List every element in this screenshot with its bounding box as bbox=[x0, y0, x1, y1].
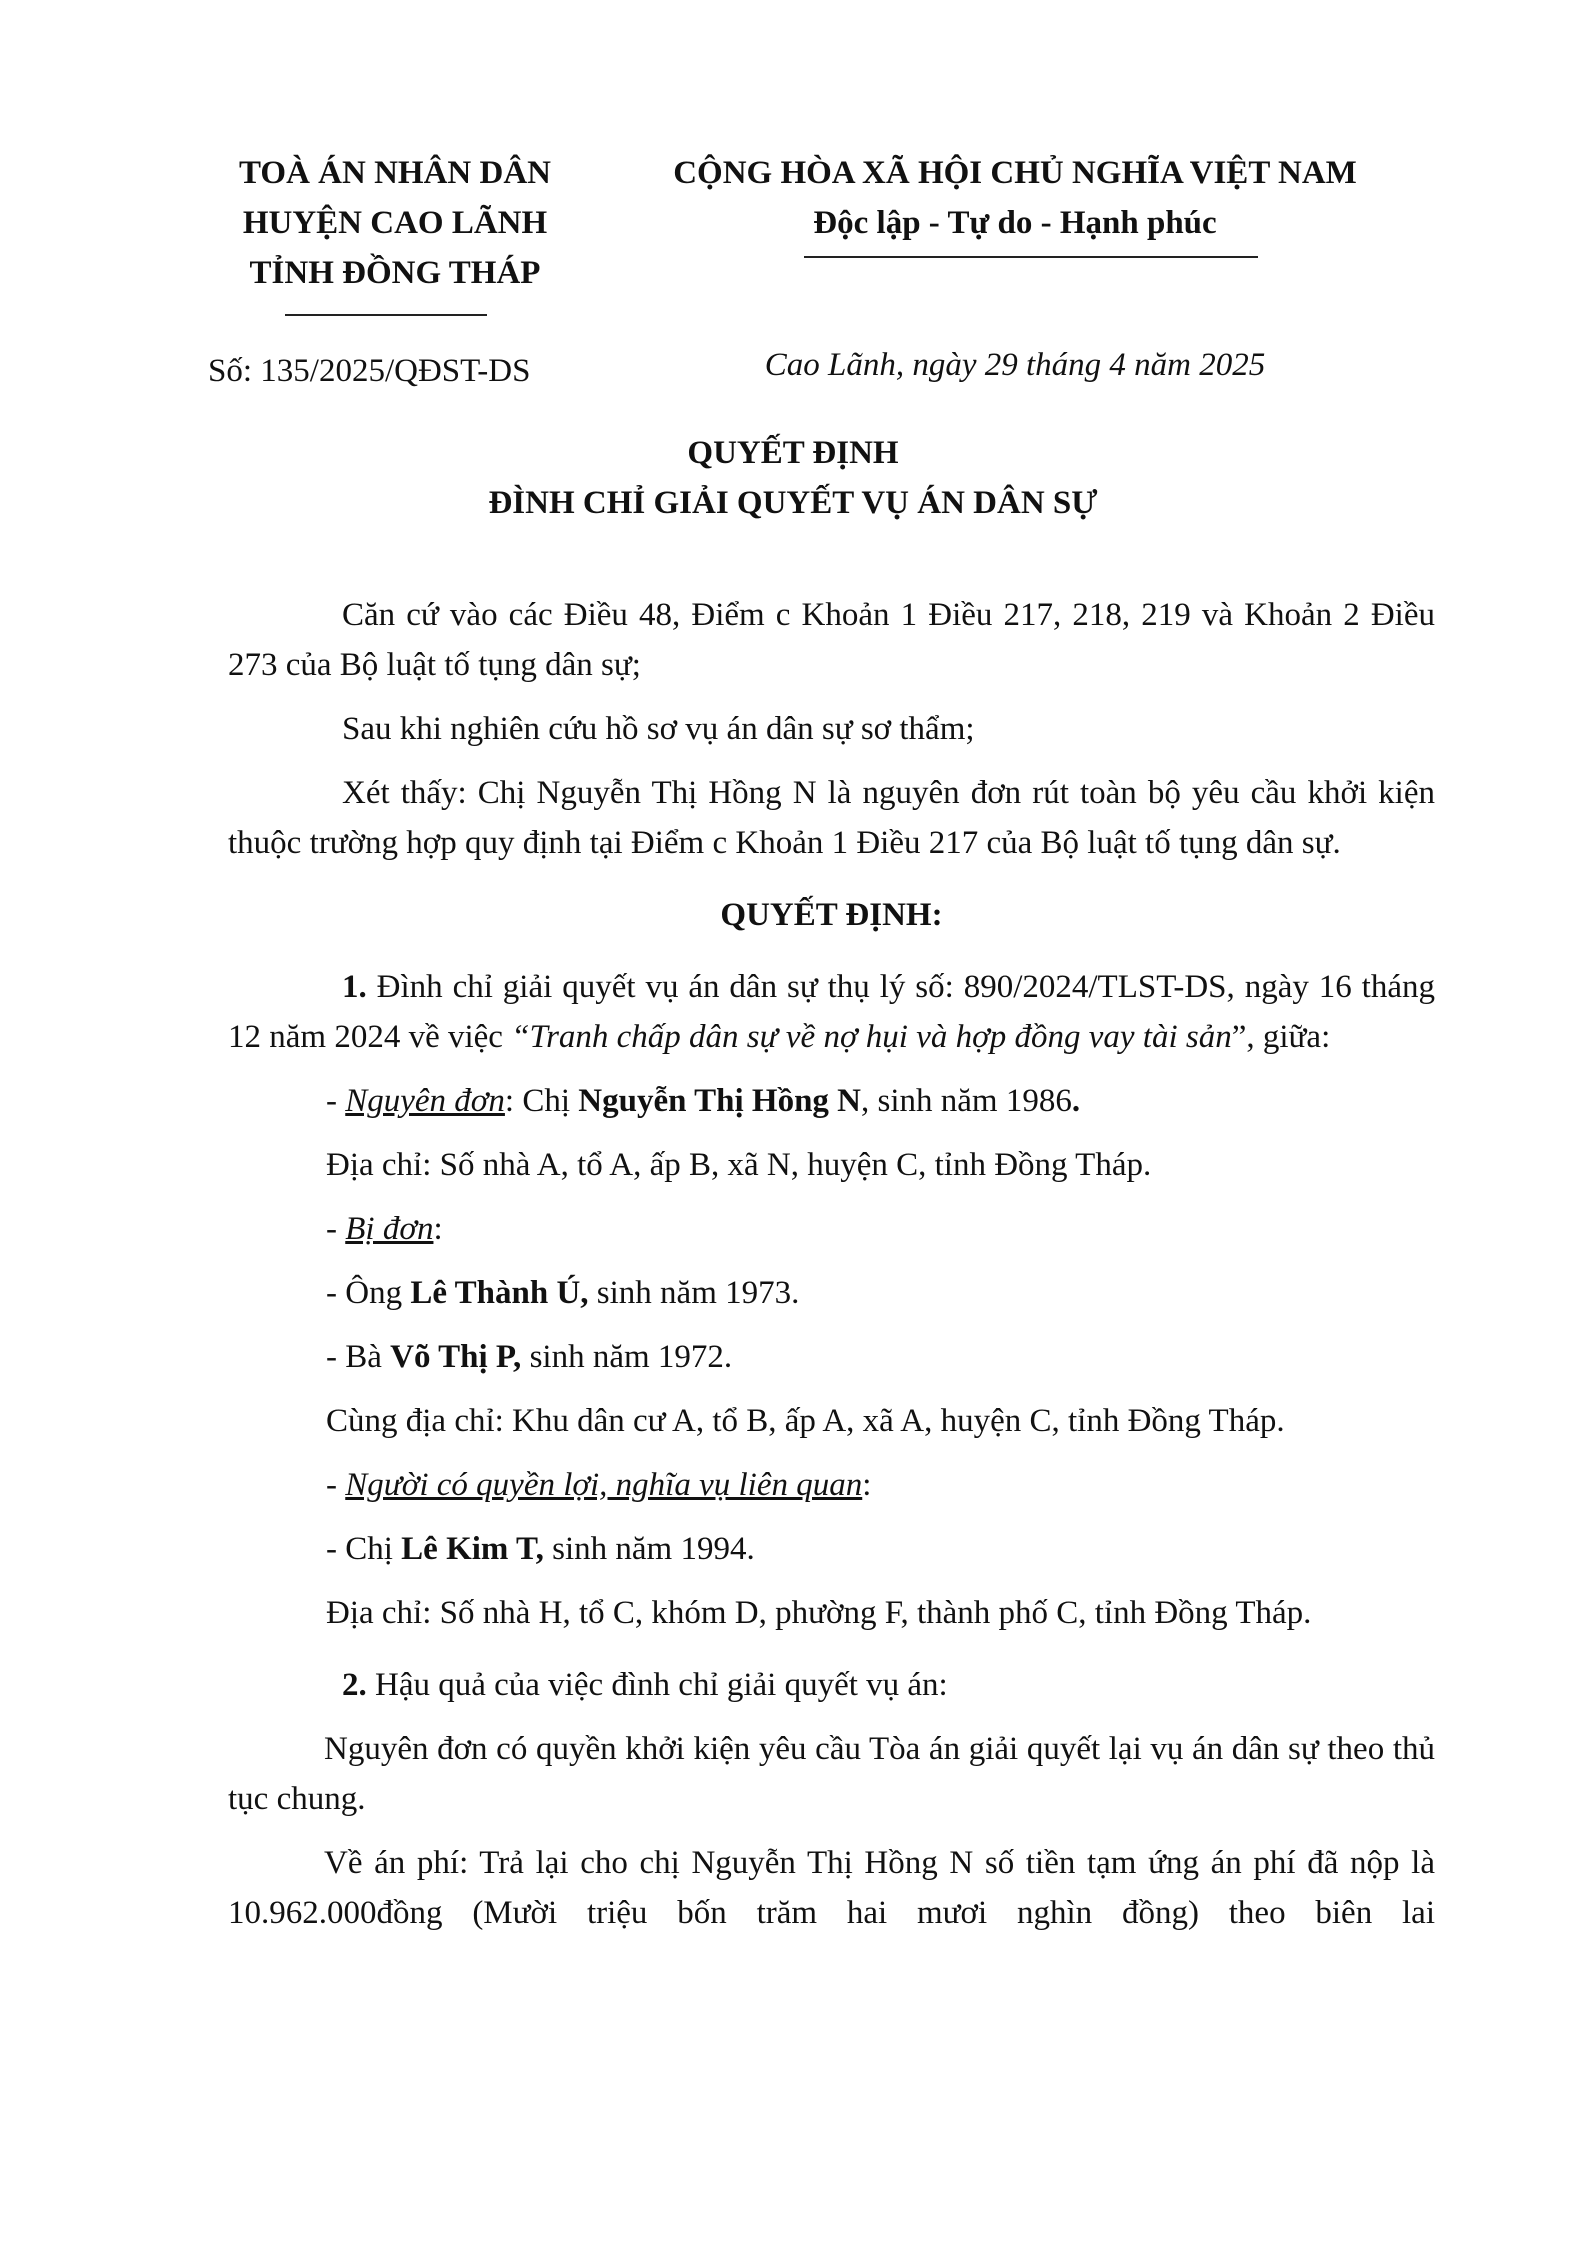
defendant-2-name: Võ Thị P, bbox=[390, 1339, 522, 1375]
related-party-1: - Chị Lê Kim T, sinh năm 1994. bbox=[326, 1531, 755, 1567]
plaintiff-name: Nguyễn Thị Hồng N bbox=[578, 1083, 862, 1119]
document-number: Số: 135/2025/QĐST-DS bbox=[208, 353, 531, 389]
item-2-text: Hậu quả của việc đình chỉ giải quyết vụ án: bbox=[366, 1667, 948, 1703]
item-1-number: 1. bbox=[342, 969, 367, 1005]
plaintiff-line: - Nguyên đơn: Chị Nguyễn Thị Hồng N, sinh năm 1986. bbox=[326, 1083, 1081, 1119]
motto-underline bbox=[804, 256, 1258, 258]
preamble-legal-basis: Căn cứ vào các Điều 48, Điểm c Khoản 1 Điều 217, 218, 219 và Khoản 2 Điều 273 của Bộ luật tố tụng dân sự; bbox=[228, 597, 1435, 683]
court-name-underline bbox=[285, 314, 487, 316]
decision-heading: QUYẾT ĐỊNH: bbox=[720, 897, 943, 933]
defendant-2: - Bà Võ Thị P, sinh năm 1972. bbox=[326, 1339, 733, 1375]
plaintiff-label: Nguyên đơn bbox=[345, 1083, 505, 1119]
item-1-case-title: “Tranh chấp dân sự về nợ hụi và hợp đồng vay tài sản bbox=[511, 1019, 1232, 1055]
defendant-1: - Ông Lê Thành Ú, sinh năm 1973. bbox=[326, 1275, 800, 1311]
preamble-review: Sau khi nghiên cứu hồ sơ vụ án dân sự sơ thẩm; bbox=[342, 711, 975, 747]
document-title: QUYẾT ĐỊNH bbox=[687, 435, 899, 471]
related-party-label: Người có quyền lợi, nghĩa vụ liên quan bbox=[345, 1467, 863, 1503]
court-name-block bbox=[195, 148, 595, 298]
related-party-1-name: Lê Kim T, bbox=[401, 1531, 544, 1567]
date-place: Cao Lãnh, ngày 29 tháng 4 năm 2025 bbox=[764, 347, 1266, 383]
related-party-address: Địa chỉ: Số nhà H, tổ C, khóm D, phường F, thành phố C, tỉnh Đồng Tháp. bbox=[326, 1595, 1312, 1631]
defendant-address: Cùng địa chỉ: Khu dân cư A, tổ B, ấp A, xã A, huyện C, tỉnh Đồng Tháp. bbox=[326, 1403, 1285, 1439]
national-motto-block bbox=[650, 148, 1380, 248]
item-2-court-fee: Về án phí: Trả lại cho chị Nguyễn Thị Hồng N số tiền tạm ứng án phí đã nộp là 10.962.000đồng (Mười triệu bốn trăm hai mươi nghìn đồng) theo biên lai bbox=[228, 1845, 1435, 1931]
related-party-heading: - Người có quyền lợi, nghĩa vụ liên quan: bbox=[326, 1467, 872, 1503]
decision-item-2 bbox=[228, 1660, 1435, 1710]
item-2-number: 2. bbox=[342, 1667, 367, 1703]
preamble-finding: Xét thấy: Chị Nguyễn Thị Hồng N là nguyên đơn rút toàn bộ yêu cầu khởi kiện thuộc trường hợp quy định tại Điểm c Khoản 1 Điều 217 của Bộ luật tố tụng dân sự. bbox=[228, 775, 1435, 861]
court-name-line-1: TOÀ ÁN NHÂN DÂN bbox=[239, 155, 551, 191]
defendant-1-name: Lê Thành Ú, bbox=[410, 1275, 589, 1311]
document-body bbox=[228, 590, 1435, 1938]
defendant-label: Bị đơn bbox=[345, 1211, 434, 1247]
plaintiff-address: Địa chỉ: Số nhà A, tổ A, ấp B, xã N, huyện C, tỉnh Đồng Tháp. bbox=[326, 1147, 1152, 1183]
item-1-text: Đình chỉ giải quyết vụ án dân sự thụ lý số: 890/2024/TLST-DS, ngày 16 tháng 12 năm 2024 về việc bbox=[228, 969, 1435, 1055]
court-name-line-2: HUYỆN CAO LÃNH bbox=[242, 205, 548, 241]
decision-item-1 bbox=[228, 962, 1435, 1062]
document-subtitle: ĐÌNH CHỈ GIẢI QUYẾT VỤ ÁN DÂN SỰ bbox=[488, 485, 1098, 521]
court-name-line-3: TỈNH ĐỒNG THÁP bbox=[249, 255, 541, 291]
motto: Độc lập - Tự do - Hạnh phúc bbox=[813, 205, 1217, 241]
item-1-tail: ”, giữa: bbox=[1231, 1019, 1331, 1055]
item-2-consequence: Nguyên đơn có quyền khởi kiện yêu cầu Tòa án giải quyết lại vụ án dân sự theo thủ tục chung. bbox=[228, 1731, 1435, 1817]
country-name: CỘNG HÒA XÃ HỘI CHỦ NGHĨA VIỆT NAM bbox=[673, 155, 1357, 191]
defendant-heading: - Bị đơn: bbox=[326, 1211, 443, 1247]
